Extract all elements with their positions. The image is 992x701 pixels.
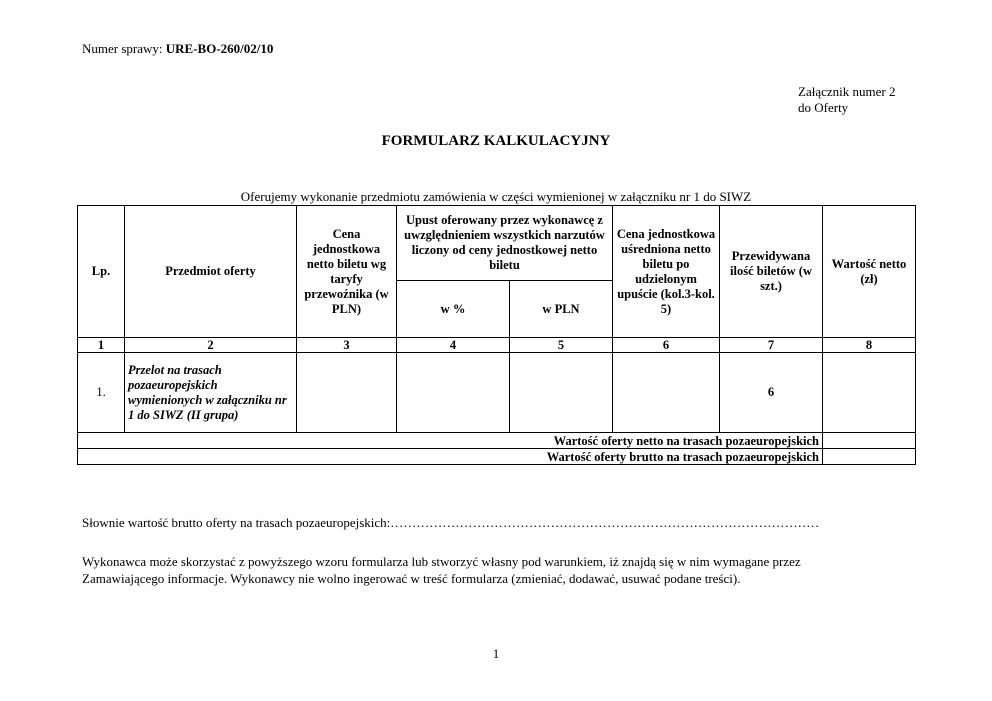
- column-number: 1: [78, 338, 125, 353]
- gross-summary-value-cell[interactable]: [823, 449, 916, 465]
- row-discount-pln-cell[interactable]: [510, 353, 613, 433]
- header-avg-price: Cena jednostkowa uśredniona netto biletu po udzielonym upuście (kol.3-kol. 5): [613, 206, 720, 338]
- header-unit-price: Cena jednostkowa netto biletu wg taryfy przewoźnika (w PLN): [297, 206, 397, 338]
- case-number-label: Numer sprawy:: [82, 41, 163, 56]
- form-title: FORMULARZ KALKULACYJNY: [381, 133, 611, 149]
- gross-value-in-words: Słownie wartość brutto oferty na trasach pozaeuropejskich:………………………………………………………………………………………: [82, 515, 820, 530]
- header-discount-pln: w PLN: [510, 281, 613, 338]
- net-summary-label: Wartość oferty netto na trasach pozaeuropejskich: [78, 433, 823, 449]
- gross-summary-label: Wartość oferty brutto na trasach pozaeuropejskich: [78, 449, 823, 465]
- column-number: 5: [510, 338, 613, 353]
- header-row-top: [78, 206, 916, 281]
- header-tickets: Przewidywana ilość biletów (w szt.): [720, 206, 823, 338]
- gross-summary-row: [78, 449, 916, 465]
- header-subject: Przedmiot oferty: [125, 206, 297, 338]
- header-lp: Lp.: [78, 206, 125, 338]
- calculation-table: [77, 205, 916, 465]
- case-number-value: URE-BO-260/02/10: [165, 41, 274, 56]
- column-number: 8: [823, 338, 916, 353]
- header-discount-pct: w %: [397, 281, 510, 338]
- row-unit-price-cell[interactable]: [297, 353, 397, 433]
- column-number: 7: [720, 338, 823, 353]
- column-number: 3: [297, 338, 397, 353]
- header-net-value: Wartość netto (zł): [823, 206, 916, 338]
- attachment-line-1: Załącznik numer 2: [798, 84, 896, 99]
- attachment-line-2: do Oferty: [798, 100, 849, 115]
- header-discount: Upust oferowany przez wykonawcę z uwzględnieniem wszystkich narzutów liczony od ceny jednostkowej netto biletu: [397, 206, 613, 281]
- column-number-row: [78, 338, 916, 353]
- net-summary-row: [78, 433, 916, 449]
- case-number: [82, 41, 273, 57]
- net-summary-value-cell[interactable]: [823, 433, 916, 449]
- column-number: 4: [397, 338, 510, 353]
- row-discount-pct-cell[interactable]: [397, 353, 510, 433]
- page-number: 1: [492, 646, 500, 661]
- row-net-value-cell[interactable]: [823, 353, 916, 433]
- attachment-note: [798, 84, 895, 116]
- row-tickets: 6: [720, 353, 823, 433]
- table-row: [78, 353, 916, 433]
- row-avg-price-cell[interactable]: [613, 353, 720, 433]
- row-subject: Przelot na trasach pozaeuropejskich wymienionych w załączniku nr 1 do SIWZ (II grupa): [125, 353, 297, 433]
- column-number: 2: [125, 338, 297, 353]
- offer-intro: Oferujemy wykonanie przedmiotu zamówienia w części wymienionej w załączniku nr 1 do SIWZ: [240, 189, 752, 204]
- instructions-note: Wykonawca może skorzystać z powyższego wzoru formularza lub stworzyć własny pod warunkiem, iż znajdą się w nim wymagane przez Zamawiającego informacje. Wykonawcy nie wolno ingerować w treść formularza (zmieniać, dodawać, usuwać podane treści).: [82, 554, 801, 586]
- column-number: 6: [613, 338, 720, 353]
- row-lp: 1.: [78, 353, 125, 433]
